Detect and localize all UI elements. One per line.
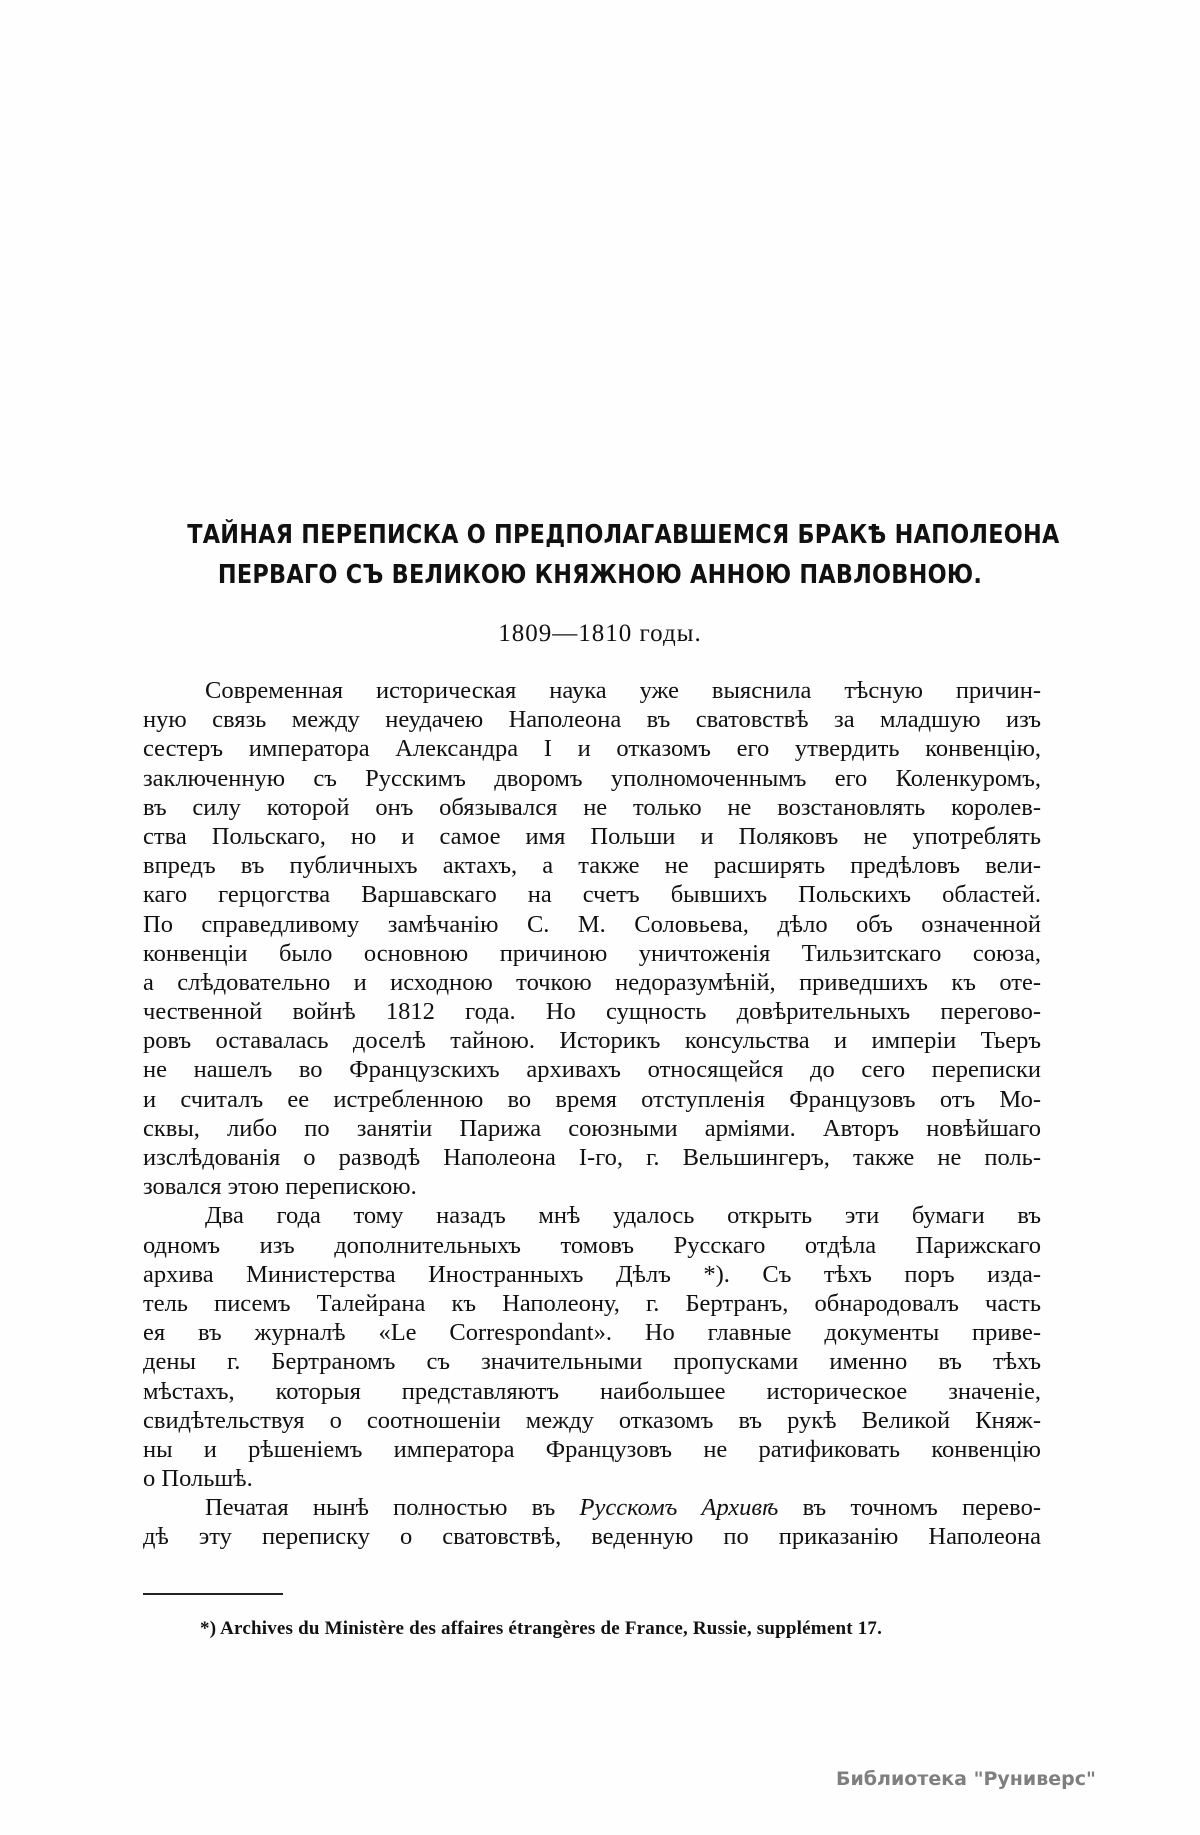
text-line [143,1493,1041,1522]
footnote: *) Archives du Ministère des affaires étrangères de France, Russie, supplément 17. [200,1618,883,1639]
text-line: По справедливому замѣчанію С. М. Соловьева, дѣло объ означенной [143,910,1041,938]
text-line: о Польшѣ. [143,1465,253,1493]
text-line: конвенціи было основною причиною уничтоженія Тильзитскаго союза, [143,939,1041,967]
text-line: Современная историческая наука уже выяснила тѣсную причин- [205,677,1041,704]
text-line: мѣстахъ, которыя представляютъ наибольшее историческое значеніе, [143,1377,1041,1405]
text-line: архива Министерства Иностранныхъ Дѣлъ *). Съ тѣхъ поръ изда- [143,1260,1041,1288]
text-line: а слѣдовательно и исходною точкою недоразумѣній, приведшихъ къ оте- [143,968,1041,996]
text-run: Печатая нынѣ полностью въ [205,1494,580,1522]
text-line: каго герцогства Варшавскаго на счетъ бывшихъ Польскихъ областей. [143,881,1041,909]
text-line: ны и рѣшеніемъ императора Французовъ не ратификовать конвенцію [143,1435,1041,1463]
title-line: ТАЙНАЯ ПЕРЕПИСКА О ПРЕДПОЛАГАВШЕМСЯ БРАКѢ НАПОЛЕОНА [187,520,1060,550]
text-line: свидѣтельствуя о соотношеніи между отказомъ въ рукѣ Великой Княж- [143,1406,1041,1434]
article-title [187,515,1060,595]
text-line: ровъ оставалась доселѣ тайною. Историкъ консульства и имперіи Тьеръ [143,1027,1041,1055]
text-line: зовался этою перепискою. [143,1173,417,1201]
subtitle-years: 1809—1810 годы. [498,620,702,647]
text-run: въ точномъ перево- [778,1494,1041,1522]
text-line: тель писемъ Талейрана къ Наполеону, г. Бертранъ, обнародовалъ часть [143,1289,1041,1317]
text-line: одномъ изъ дополнительныхъ томовъ Русскаго отдѣла Парижскаго [143,1231,1041,1259]
text-line: и считалъ ее истребленною во время отступленія Французовъ отъ Мо- [143,1085,1041,1113]
text-line: заключенную съ Русскимъ дворомъ уполномоченнымъ его Коленкуромъ, [143,764,1041,792]
title-line: ПЕРВАГО СЪ ВЕЛИКОЮ КНЯЖНОЮ АННОЮ ПАВЛОВНОЮ. [217,560,983,590]
text-line: ея въ журналѣ «Le Correspondant». Но главные документы приве- [143,1319,1041,1347]
journal-title-italic: Русскомъ Архивѣ [579,1494,779,1522]
text-line: сестеръ императора Александра I и отказомъ его утвердить конвенцію, [143,735,1041,763]
text-line: не нашелъ во Французскихъ архивахъ относящейся до сего переписки [143,1056,1041,1084]
text-line: ную связь между неудачею Наполеона въ сватовствѣ за младшую изъ [143,706,1041,734]
text-line: изслѣдованія о разводѣ Наполеона I-го, г. Вельшингеръ, также не поль- [143,1144,1041,1171]
text-line: дѣ эту переписку о сватовствѣ, веденную по приказанію Наполеона [143,1523,1041,1551]
article-body [143,676,1041,1552]
text-line: Два года тому назадъ мнѣ удалось открыть эти бумаги въ [205,1202,1041,1230]
text-line: впредъ въ публичныхъ актахъ, а также не расширять предѣловъ вели- [143,852,1041,880]
footnote-divider [143,1593,283,1595]
text-line: въ силу которой онъ обязывался не только не возстановлять королев- [143,793,1041,821]
text-line: дены г. Бертраномъ съ значительными пропусками именно въ тѣхъ [143,1348,1041,1376]
text-line: сквы, либо по занятіи Парижа союзными арміями. Авторъ новѣйшаго [143,1114,1041,1142]
library-watermark: Библиотека "Руниверс" [836,1768,1096,1790]
text-line: чественной войнѣ 1812 года. Но сущность довѣрительныхъ перегово- [143,998,1041,1026]
text-line: ства Польскаго, но и самое имя Польши и Поляковъ не употреблять [143,822,1041,850]
